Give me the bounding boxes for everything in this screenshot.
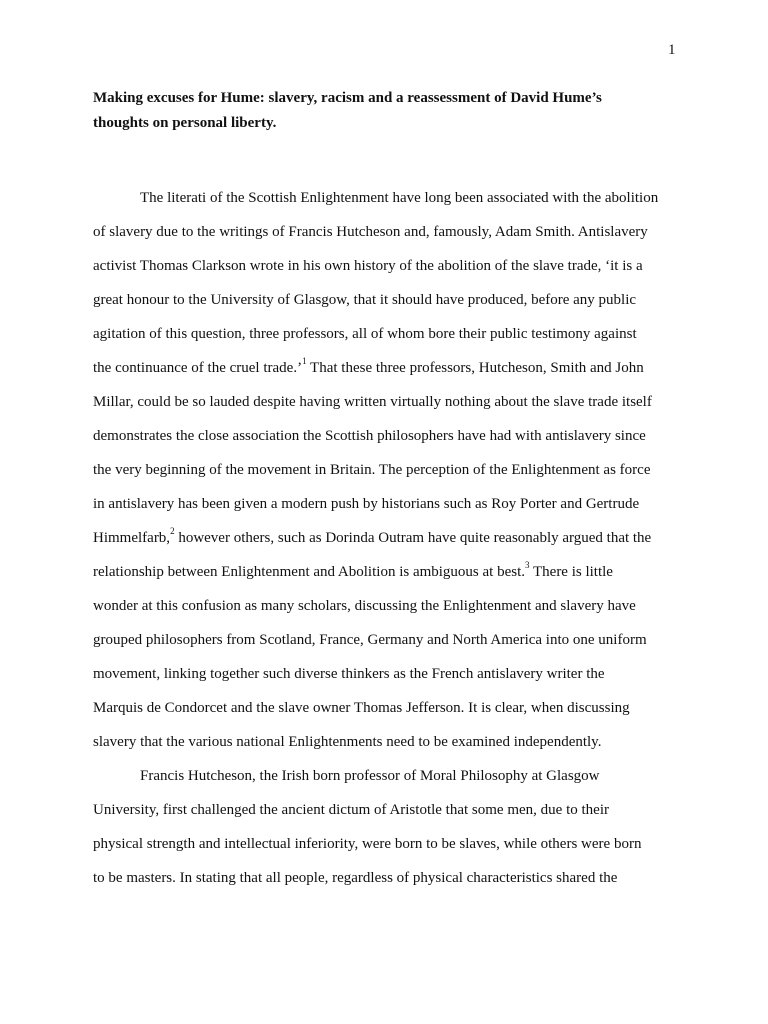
paragraph-line: agitation of this question, three professors, all of whom bore their public testimony against <box>93 326 637 342</box>
paragraph-line: to be masters. In stating that all people, regardless of physical characteristics shared the <box>93 870 618 886</box>
title-line: Making excuses for Hume: slavery, racism and a reassessment of David Hume’s <box>93 90 602 106</box>
line-text: the continuance of the cruel trade.’ <box>93 360 303 376</box>
line-text: That these three professors, Hutcheson, Smith and John <box>306 360 644 376</box>
body-text <box>93 181 693 895</box>
paragraph-line: grouped philosophers from Scotland, France, Germany and North America into one uniform <box>93 632 647 648</box>
footnote-marker[interactable]: 2 <box>170 526 175 536</box>
line-text: relationship between Enlightenment and Abolition is ambiguous at best. <box>93 564 526 580</box>
paragraph-line: Marquis de Condorcet and the slave owner Thomas Jefferson. It is clear, when discussing <box>93 700 630 716</box>
paragraph-line <box>93 521 693 555</box>
line-text: Himmelfarb, <box>93 530 171 546</box>
paragraph-line: physical strength and intellectual inferiority, were born to be slaves, while others were born <box>93 836 642 852</box>
footnote-marker[interactable]: 1 <box>302 356 307 366</box>
paragraph-line <box>93 351 693 385</box>
paragraph-line: of slavery due to the writings of Francis Hutcheson and, famously, Adam Smith. Antislavery <box>93 224 648 240</box>
document-title <box>93 86 683 136</box>
page-number: 1 <box>668 42 676 58</box>
paragraph-line: slavery that the various national Enlightenments need to be examined independently. <box>93 734 602 750</box>
line-text: There is little <box>529 564 613 580</box>
paragraph-line: demonstrates the close association the Scottish philosophers have had with antislavery since <box>93 428 646 444</box>
paragraph-line <box>93 555 693 589</box>
line-text: however others, such as Dorinda Outram have quite reasonably argued that the <box>174 530 652 546</box>
paragraph-line: activist Thomas Clarkson wrote in his own history of the abolition of the slave trade, ‘it is a <box>93 258 643 274</box>
paragraph-line: The literati of the Scottish Enlightenment have long been associated with the abolition <box>140 190 659 206</box>
paragraph-line: University, first challenged the ancient dictum of Aristotle that some men, due to their <box>93 802 609 818</box>
paragraph-line: the very beginning of the movement in Britain. The perception of the Enlightenment as force <box>93 462 651 478</box>
paragraph-line: Francis Hutcheson, the Irish born professor of Moral Philosophy at Glasgow <box>140 768 600 784</box>
footnote-marker[interactable]: 3 <box>525 560 530 570</box>
title-line: thoughts on personal liberty. <box>93 115 277 131</box>
paragraph-line: in antislavery has been given a modern push by historians such as Roy Porter and Gertrude <box>93 496 640 512</box>
paragraph-line: movement, linking together such diverse thinkers as the French antislavery writer the <box>93 666 605 682</box>
paragraph-line: Millar, could be so lauded despite having written virtually nothing about the slave trade itself <box>93 394 652 410</box>
paragraph-line: wonder at this confusion as many scholars, discussing the Enlightenment and slavery have <box>93 598 636 614</box>
paragraph-line: great honour to the University of Glasgow, that it should have produced, before any public <box>93 292 637 308</box>
